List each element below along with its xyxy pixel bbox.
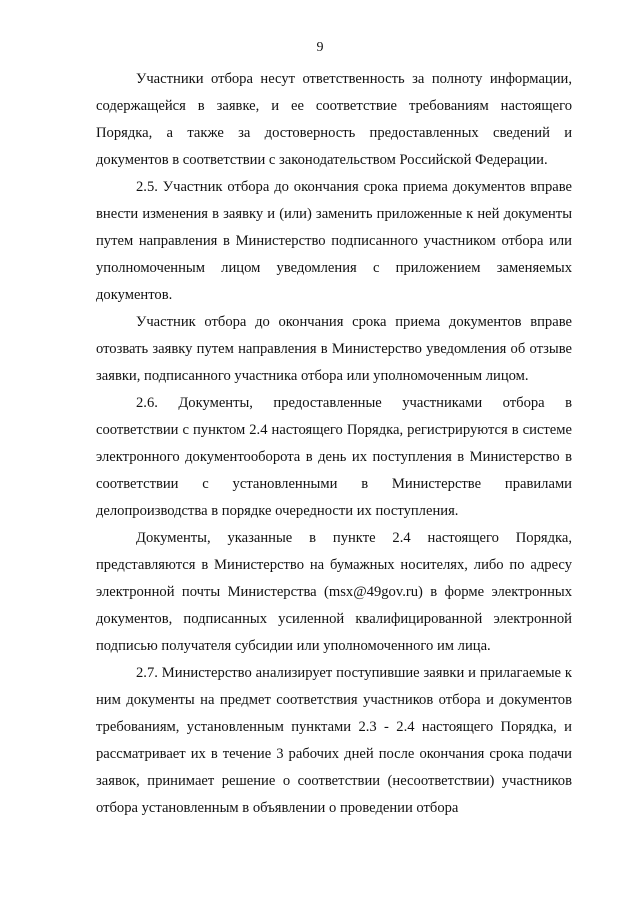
paragraph-withdrawal: Участник отбора до окончания срока приема документов вправе отозвать заявку путем направления в Министерство уведомления об отзыве заявки, подписанного участника отбора или уполномоченным лицом. <box>96 314 572 384</box>
paragraph-responsibility: Участники отбора несут ответственность за полноту информации, содержащейся в заявке, и ее соответствие требованиям настоящего Порядка, а также за достоверность предоставленных сведений и документов в соответствии с законодательством Российской Федерации. <box>96 71 572 168</box>
paragraph-2-5: 2.5. Участник отбора до окончания срока приема документов вправе внести изменения в заявку и (или) заменить приложенные к ней документы путем направления в Министерство подписанного участником отбора или уполномоченным лицом уведомления с приложением заменяемых документов. <box>96 179 572 303</box>
page-number: 9 <box>316 40 324 55</box>
paragraph-submission: Документы, указанные в пункте 2.4 настоящего Порядка, представляются в Министерство на бумажных носителях, либо по адресу электронной почты Министерства (msx@49gov.ru) в форме электронных документов, подписанных усиленной квалифицированной электронной подписью получателя субсидии или уполномоченного им лица. <box>96 530 572 654</box>
document-body <box>96 66 572 822</box>
paragraph-2-6: 2.6. Документы, предоставленные участниками отбора в соответствии с пунктом 2.4 настоящего Порядка, регистрируются в системе электронного документооборота в день их поступления в Министерство в соответствии с установленными в Министерстве правилами делопроизводства в порядке очередности их поступления. <box>96 395 572 519</box>
paragraph-2-7: 2.7. Министерство анализирует поступившие заявки и прилагаемые к ним документы на предмет соответствия участников отбора и документов требованиям, установленным пунктами 2.3 - 2.4 настоящего Порядка, и рассматривает их в течение 3 рабочих дней после окончания срока подачи заявок, принимает решение о соответствии (несоответствии) участников отбора установленным в объявлении о проведении отбора <box>96 665 572 816</box>
